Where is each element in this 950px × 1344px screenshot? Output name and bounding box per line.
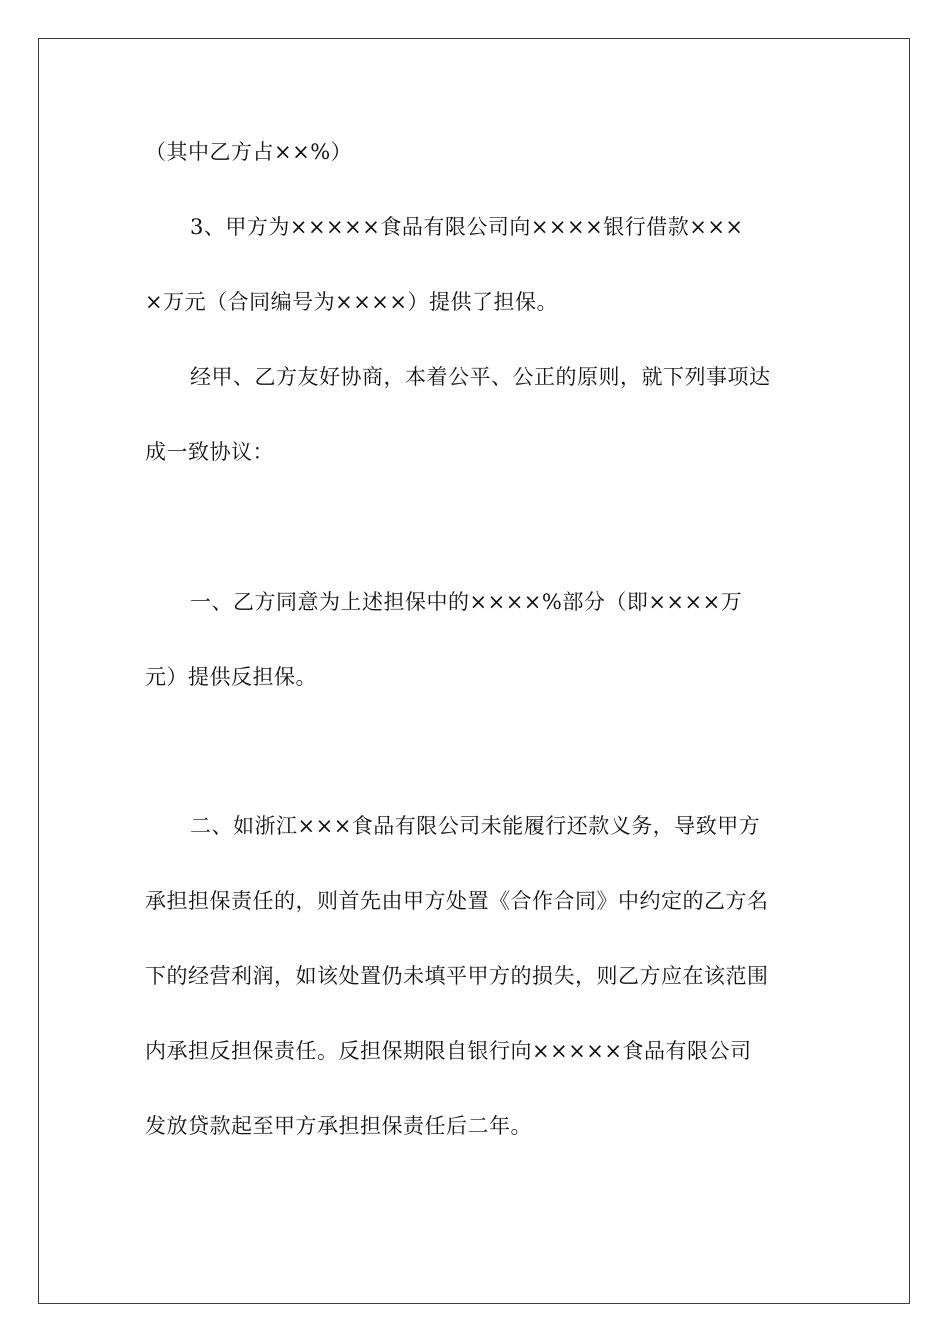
text-line: ×万元（合同编号为××××）提供了担保。 [145, 290, 558, 314]
text-line: 二、如浙江×××食品有限公司未能履行还款义务，导致甲方 [190, 814, 761, 838]
text-line: 下的经营利润，如该处置仍未填平甲方的损失，则乙方应在该范围 [145, 964, 769, 988]
text-line: 发放贷款起至甲方承担担保责任后二年。 [145, 1114, 532, 1138]
text-line: 内承担反担保责任。反担保期限自银行向×××××食品有限公司 [145, 1039, 752, 1063]
text-line: （其中乙方占××%） [145, 140, 353, 164]
text-line: 经甲、乙方友好协商，本着公平、公正的原则，就下列事项达 [190, 365, 771, 389]
text-line: 成一致协议： [145, 440, 274, 464]
text-line: 一、乙方同意为上述担保中的××××%部分（即××××万 [190, 590, 743, 614]
text-line: 3、甲方为×××××食品有限公司向××××银行借款××× [190, 215, 744, 239]
text-line: 元）提供反担保。 [145, 665, 317, 689]
text-line: 承担担保责任的，则首先由甲方处置《合作合同》中约定的乙方名 [145, 889, 769, 913]
